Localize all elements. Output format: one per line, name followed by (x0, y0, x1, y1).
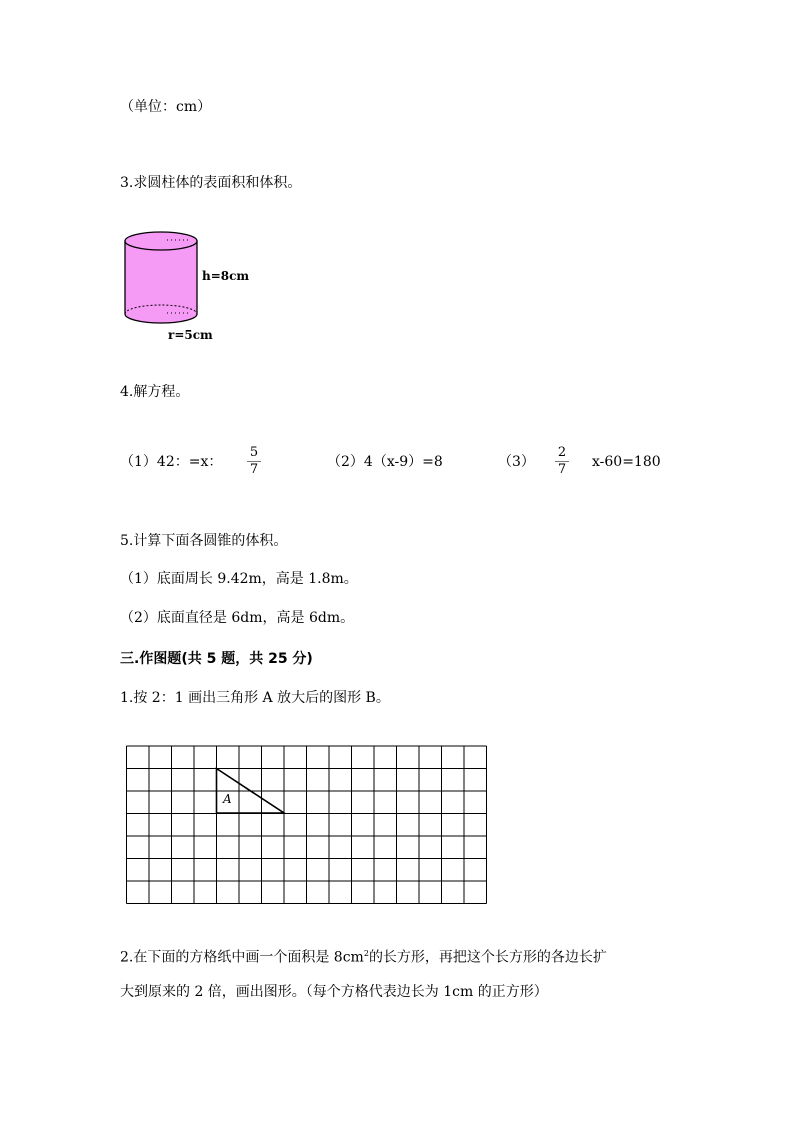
question-4-text: 4.解方程。 (120, 384, 190, 400)
equation-2: （2）4（x-9）=8 (327, 454, 443, 470)
equation-3-fraction (555, 446, 569, 477)
equation-1-prefix: （1）42：=x： (120, 454, 223, 470)
section-3-heading: 三.作图题(共 5 题，共 25 分) (120, 651, 313, 667)
q2-text-a: 2.在下面的方格纸中画一个面积是 8cm (120, 949, 364, 966)
section-3-question-2-line-2: 大到原来的 2 倍，画出图形。（每个方格代表边长为 1cm 的正方形） (120, 984, 548, 1000)
equation-1-fraction (247, 446, 261, 477)
equation-3-suffix: x-60=180 (592, 454, 661, 470)
question-5-text: 5.计算下面各圆锥的体积。 (120, 533, 288, 549)
cylinder-figure (118, 225, 278, 350)
grid-paper (125, 745, 490, 900)
fraction-numerator: 5 (249, 445, 259, 460)
radius-label: r=5cm (168, 328, 213, 342)
q2-text-b: 的长方形，再把这个长方形的各边长扩 (368, 949, 607, 966)
fraction-denominator: 7 (557, 462, 567, 477)
cylinder-top (125, 232, 197, 250)
fraction-denominator: 7 (249, 462, 259, 477)
question-3-text: 3.求圆柱体的表面积和体积。 (120, 175, 302, 191)
grid-lines (127, 746, 487, 904)
cylinder-body (125, 241, 197, 323)
question-5-item-2: （2）底面直径是 6dm，高是 6dm。 (120, 610, 355, 626)
q2-superscript: 2 (363, 949, 369, 958)
fraction-numerator: 2 (557, 445, 567, 460)
question-5-item-1: （1）底面周长 9.42m，高是 1.8m。 (120, 571, 358, 587)
equation-3-prefix: （3） (498, 454, 535, 470)
height-label: h=8cm (202, 269, 250, 283)
triangle-a-label: A (223, 792, 232, 806)
section-3-question-1: 1.按 2：1 画出三角形 A 放大后的图形 B。 (120, 690, 390, 706)
unit-note: （单位：cm） (120, 99, 212, 115)
section-3-question-2-line-1 (120, 944, 607, 968)
